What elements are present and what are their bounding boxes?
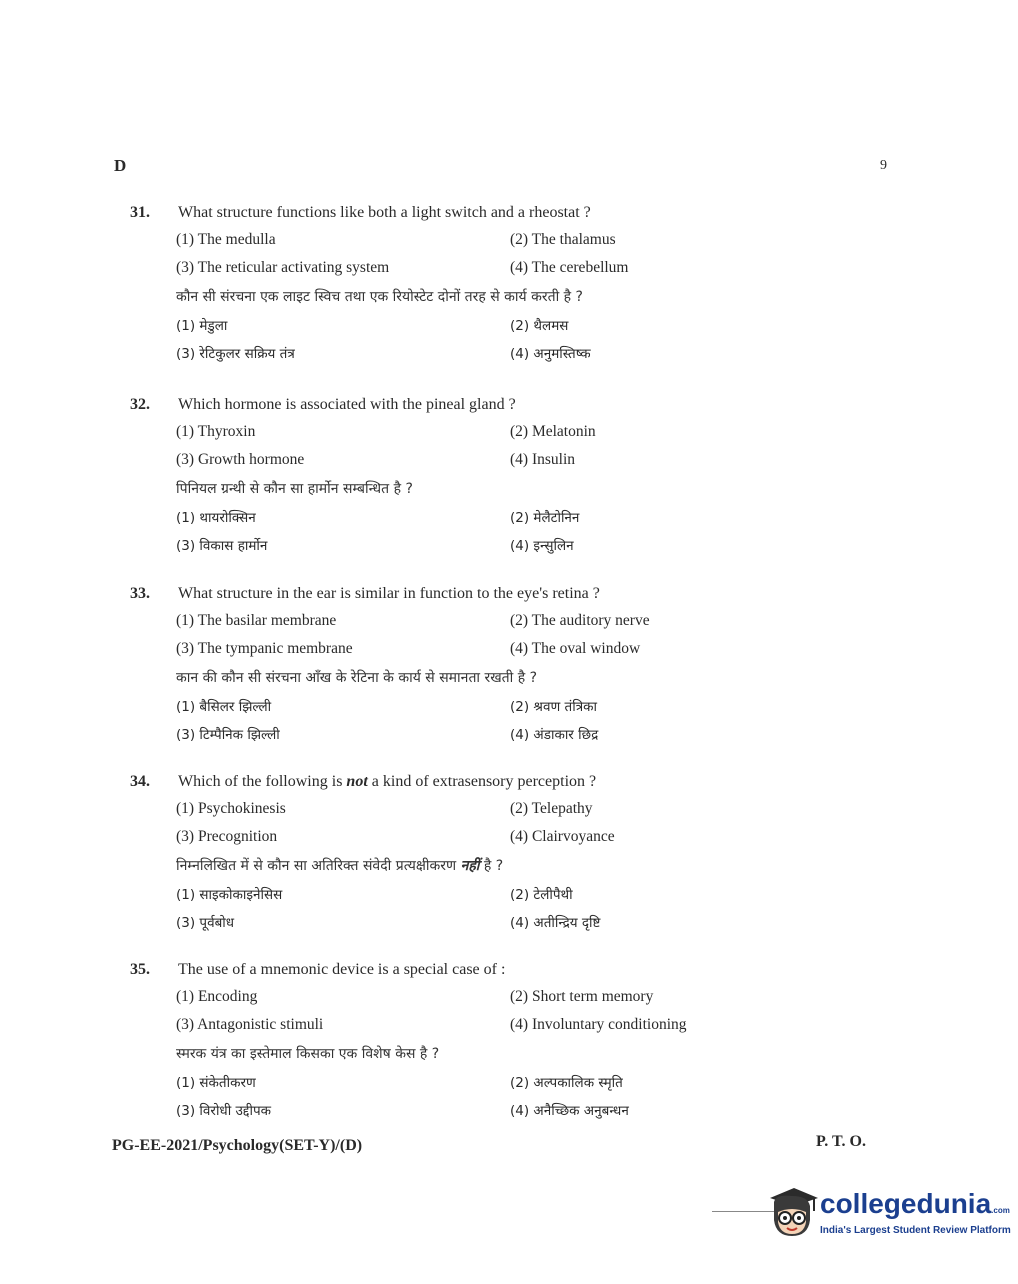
hindi-question-text: स्मरक यंत्र का इस्तेमाल किसका एक विशेष केस है ? bbox=[176, 1046, 440, 1062]
question-34 bbox=[130, 769, 860, 937]
question-text: Which hormone is associated with the pineal gland ? bbox=[178, 396, 516, 413]
hindi-option-4: (4) अंडाकार छिद्र bbox=[510, 727, 599, 743]
question-33 bbox=[130, 581, 860, 749]
option-1: (1) The basilar membrane bbox=[176, 612, 337, 629]
hindi-option-1: (1) संकेतीकरण bbox=[176, 1075, 256, 1091]
option-1: (1) Encoding bbox=[176, 988, 258, 1005]
question-31 bbox=[130, 200, 860, 368]
paper-code: PG-EE-2021/Psychology(SET-Y)/(D) bbox=[112, 1137, 363, 1154]
question-text: What structure in the ear is similar in function to the eye's retina ? bbox=[178, 585, 600, 602]
question-number: 32. bbox=[130, 396, 150, 413]
hindi-question-text: पिनियल ग्रन्थी से कौन सा हार्मोन सम्बन्धित है ? bbox=[176, 481, 413, 497]
hindi-option-2: (2) श्रवण तंत्रिका bbox=[510, 699, 598, 715]
question-text: What structure functions like both a light switch and a rheostat ? bbox=[178, 204, 591, 221]
page-number: 9 bbox=[880, 158, 887, 173]
hindi-question-text: कान की कौन सी संरचना आँख के रेटिना के कार्य से समानता रखती है ? bbox=[176, 670, 538, 686]
option-2: (2) Short term memory bbox=[510, 988, 654, 1005]
brand-name: collegedunia.com bbox=[820, 1188, 1010, 1219]
option-2: (2) Melatonin bbox=[510, 423, 596, 440]
question-text: Which of the following is not a kind of extrasensory perception ? bbox=[178, 773, 597, 790]
option-4: (4) The cerebellum bbox=[510, 259, 629, 276]
hindi-option-4: (4) अनुमस्तिष्क bbox=[510, 346, 591, 362]
hindi-question-text: कौन सी संरचना एक लाइट स्विच तथा एक रियोस्टेट दोनों तरह से कार्य करती है ? bbox=[176, 289, 583, 305]
question-number: 35. bbox=[130, 961, 150, 978]
option-1: (1) Thyroxin bbox=[176, 423, 256, 440]
hindi-option-2: (2) मेलैटोनिन bbox=[510, 510, 580, 526]
hindi-option-1: (1) थायरोक्सिन bbox=[176, 510, 256, 526]
option-1: (1) The medulla bbox=[176, 231, 276, 248]
question-number: 34. bbox=[130, 773, 150, 790]
hindi-option-3: (3) विकास हार्मोन bbox=[176, 538, 268, 554]
emphasis-not: not bbox=[346, 773, 368, 790]
option-4: (4) Involuntary conditioning bbox=[510, 1016, 687, 1033]
option-2: (2) The auditory nerve bbox=[510, 612, 650, 629]
question-text: The use of a mnemonic device is a special case of : bbox=[178, 961, 506, 978]
hindi-option-3: (3) विरोधी उद्दीपक bbox=[176, 1103, 271, 1119]
option-3: (3) Growth hormone bbox=[176, 451, 305, 468]
question-number: 33. bbox=[130, 585, 150, 602]
hindi-option-2: (2) थैलमस bbox=[510, 318, 569, 334]
hindi-option-3: (3) रेटिकुलर सक्रिय तंत्र bbox=[176, 346, 295, 362]
hindi-option-3: (3) टिम्पैनिक झिल्ली bbox=[176, 727, 280, 743]
option-3: (3) The tympanic membrane bbox=[176, 640, 353, 657]
pto-label: P. T. O. bbox=[816, 1133, 866, 1150]
hindi-option-3: (3) पूर्वबोध bbox=[176, 915, 235, 931]
brand-tagline: India's Largest Student Review Platform bbox=[820, 1225, 1011, 1236]
question-number: 31. bbox=[130, 204, 150, 221]
hindi-option-4: (4) अनैच्छिक अनुबन्धन bbox=[510, 1103, 629, 1119]
section-label: D bbox=[114, 156, 127, 175]
hindi-option-4: (4) इन्सुलिन bbox=[510, 538, 574, 554]
option-4: (4) Insulin bbox=[510, 451, 576, 468]
hindi-option-1: (1) मेडुला bbox=[176, 318, 228, 334]
hindi-option-1: (1) साइकोकाइनेसिस bbox=[176, 887, 283, 903]
hindi-option-1: (1) बैसिलर झिल्ली bbox=[176, 699, 272, 715]
option-3: (3) Antagonistic stimuli bbox=[176, 1016, 324, 1033]
option-3: (3) The reticular activating system bbox=[176, 259, 390, 276]
option-2: (2) The thalamus bbox=[510, 231, 616, 248]
option-2: (2) Telepathy bbox=[510, 800, 593, 817]
question-35 bbox=[130, 957, 860, 1125]
mascot-logo-icon bbox=[764, 1184, 820, 1240]
question-32 bbox=[130, 392, 860, 560]
option-4: (4) The oval window bbox=[510, 640, 641, 657]
option-1: (1) Psychokinesis bbox=[176, 800, 286, 817]
hindi-question-text: निम्नलिखित में से कौन सा अतिरिक्त संवेदी प्रत्यक्षीकरण नहीं है ? bbox=[176, 858, 504, 874]
hindi-option-4: (4) अतीन्द्रिय दृष्टि bbox=[510, 915, 601, 931]
collegedunia-watermark bbox=[712, 1178, 1011, 1248]
hindi-option-2: (2) अल्पकालिक स्मृति bbox=[510, 1075, 623, 1091]
option-4: (4) Clairvoyance bbox=[510, 828, 615, 845]
option-3: (3) Precognition bbox=[176, 828, 278, 845]
emphasis-nahi: नहीं bbox=[460, 858, 480, 874]
hindi-option-2: (2) टेलीपैथी bbox=[510, 887, 573, 903]
